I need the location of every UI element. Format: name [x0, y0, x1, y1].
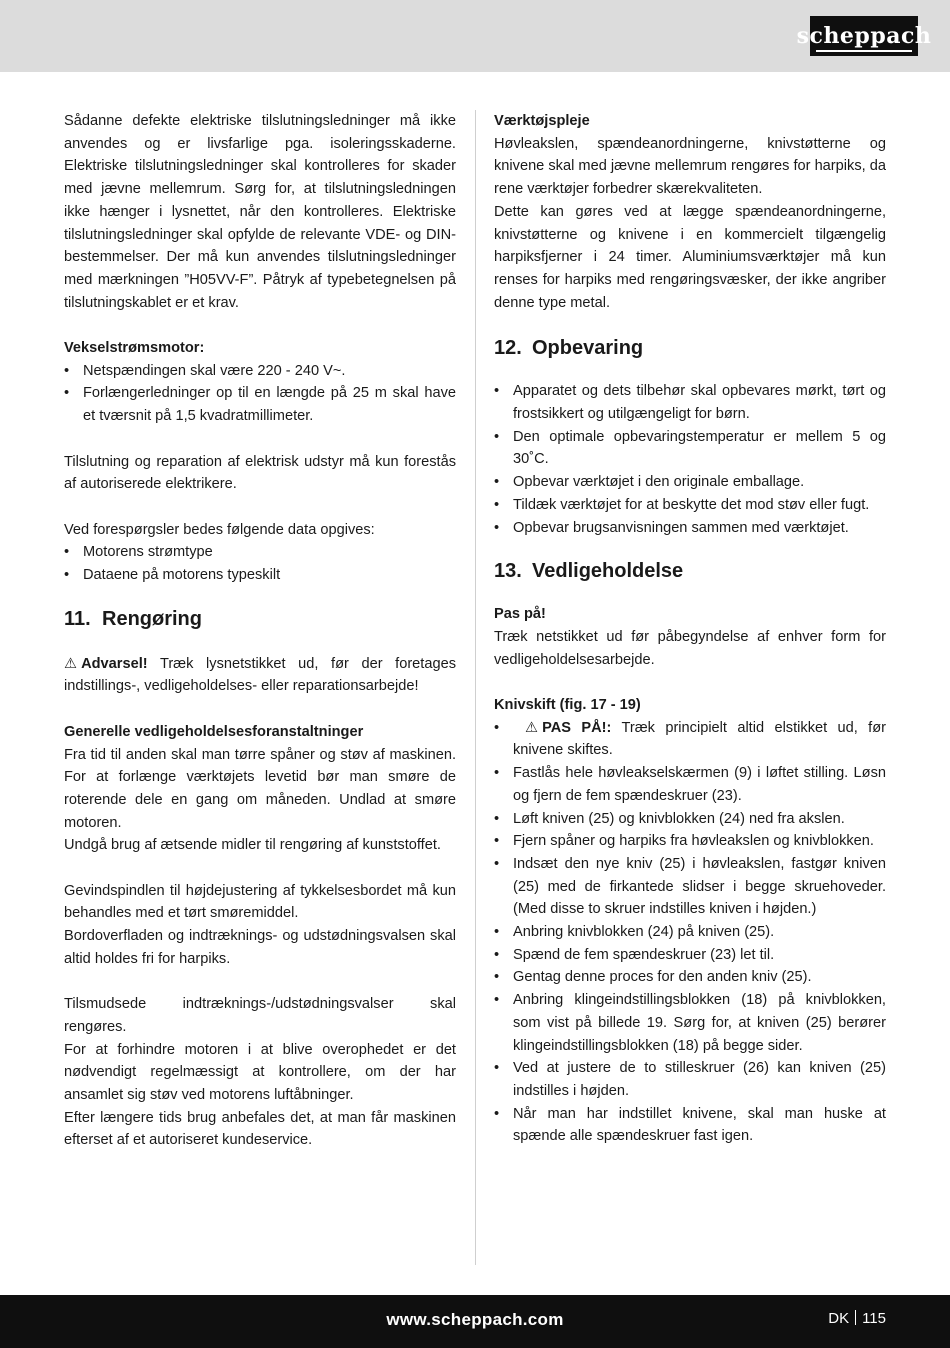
motor-list: [64, 360, 456, 428]
spindle-paragraph-1: Gevindspindlen til højdejustering af tykkelsesbordet må kun behandles med et tørt smøremiddel.: [64, 882, 456, 922]
list-item: • Motorens strømtype: [64, 541, 456, 564]
list-item: • Forlængerledninger op til en længde på 25 m skal have et tværsnit på 1,5 kvadratmillimeter.: [64, 382, 456, 427]
warning-triangle-icon: ⚠: [64, 655, 78, 672]
rollers-paragraph-2: For at forhindre motoren i at blive overophedet er det nødvendigt regelmæssigt at kontrollere, om der har ansamlet sig støv ved motorens luftåbninger.: [64, 1041, 456, 1104]
list-item: • Gentag denne proces for den anden kniv (25).: [494, 966, 886, 989]
warning-triangle-icon: ⚠: [525, 719, 539, 736]
section-heading-12: 12. Opbevaring: [494, 337, 644, 360]
enquiry-list: [64, 541, 456, 586]
section-heading-11: 11. Rengøring: [64, 607, 202, 630]
spindle-paragraph-2: Bordoverfladen og indtræknings- og udstødningsvalsen skal altid holdes fri for harpiks.: [64, 928, 456, 967]
list-item: • Netspændingen skal være 220 - 240 V~.: [64, 360, 456, 383]
list-item: • Anbring knivblokken (24) på kniven (25).: [494, 921, 886, 944]
list-item: • Tildæk værktøjet for at beskytte det mod støv eller fugt.: [494, 494, 886, 517]
knife-list: [494, 717, 886, 1148]
storage-list: [494, 380, 886, 539]
list-item: • Den optimale opbevaringstemperatur er mellem 5 og 30˚C.: [494, 426, 886, 471]
page-footer: [0, 1295, 950, 1348]
list-item: • Fastlås hele høvleakselskærmen (9) i løftet stilling. Løsn og fjern de fem spændeskruer (23).: [494, 762, 886, 807]
caution-heading: Pas på!: [494, 606, 546, 623]
page-header: [0, 0, 950, 72]
list-item: • Dataene på motorens typeskilt: [64, 564, 456, 587]
list-item-warning: • ⚠ PAS PÅ!: Træk principielt altid elstikket ud, før knivene skiftes.: [494, 717, 886, 762]
list-item: • Anbring klingeindstillingsblokken (18) på knivblokken, som vist på billede 19. Sørg for, at kniven (25) berører klingeindstillingsblokken (18) på begge sider.: [494, 989, 886, 1057]
caution-paragraph: Træk netstikket ud før påbegyndelse af enhver form for vedligeholdelsesarbejde.: [494, 628, 886, 668]
tool-care-heading: Værktøjspleje: [494, 113, 590, 129]
left-column: [64, 110, 456, 1152]
scheppach-logo: scheppach: [810, 16, 918, 56]
list-item: • Når man har indstillet knivene, skal man huske at spænde alle spændeskruer fast igen.: [494, 1103, 886, 1148]
tool-paragraph-1: Høvleakslen, spændeanordningerne, knivstøtterne og knivene skal med jævne mellemrum rengøres for harpiks, da rene værktøjer forbedrer skærekvaliteten.: [494, 135, 886, 198]
list-item: • Fjern spåner og harpiks fra høvleakslen og knivblokken.: [494, 830, 886, 853]
page-number: DK 115: [828, 1310, 886, 1327]
knife-change-heading: Knivskift (fig. 17 - 19): [494, 697, 641, 714]
list-item: • Løft kniven (25) og knivblokken (24) ned fra akslen.: [494, 808, 886, 831]
section-heading-13: 13. Vedligeholdelse: [494, 560, 684, 583]
general-paragraph-2: Undgå brug af ætsende midler til rengøring af kunststoffet.: [64, 837, 441, 854]
website-link[interactable]: www.scheppach.com: [386, 1310, 564, 1329]
list-item: • Ved at justere de to stilleskruer (26) kan kniven (25) indstilles i højden.: [494, 1057, 886, 1102]
column-divider: [475, 110, 476, 1265]
general-paragraph-1: Fra tid til anden skal man tørre spåner og støv af maskinen. For at forlænge værktøjets levetid bør man smøre de roterende dele en gang om måneden. Undlad at smøre motoren.: [64, 746, 456, 831]
enquiry-paragraph: Ved forespørgsler bedes følgende data opgives:: [64, 521, 375, 538]
general-heading: Generelle vedligeholdelsesforanstaltninger: [64, 723, 364, 740]
list-item: • Spænd de fem spændeskruer (23) let til.: [494, 944, 886, 967]
rollers-paragraph-1: Tilsmudsede indtræknings-/udstødningsvalser skal rengøres.: [64, 996, 456, 1035]
list-item: • Apparatet og dets tilbehør skal opbevares mørkt, tørt og frostsikkert og utilgængeligt for børn.: [494, 380, 886, 425]
motor-heading: Vekselstrømsmotor:: [64, 340, 205, 357]
intro-paragraph: Sådanne defekte elektriske tilslutningsledninger må ikke anvendes og er livsfarlige pga. isoleringsskaderne. Elektriske tilslutningsledninger skal kontrolleres for skader med jævne mellemrum. Sørg for, at tilslutningsledningen ikke hænger i lysnettet, når den kontrolleres. Elektriske tilslutningsledninger skal opfylde de relevante VDE- og DIN-bestemmelser. Der må kun anvendes tilslutningsledninger med mærkningen ”H05VV-F”. Påtryk af typebetegnelsen på tilslutningskablet er et krav.: [64, 113, 456, 311]
list-item: • Opbevar værktøjet i den originale emballage.: [494, 471, 886, 494]
tool-paragraph-2: Dette kan gøres ved at lægge spændeanordningerne, knivstøtterne og knivene i en kommercielt tilgængelig harpiksfjerner i 24 timer. Aluminiumsværktøjer må kun renses for harpiks med rengøringsvæsker, der ikke angriber denne type metal.: [494, 203, 886, 311]
list-item: • Indsæt den nye kniv (25) i høvleakslen, fastgør kniven (25) med de firkantede slidser i begge skruehoveder. (Med disse to skruer indstilles kniven i højden.): [494, 853, 886, 921]
connection-paragraph: Tilslutning og reparation af elektrisk udstyr må kun forestås af autoriserede elektrikere.: [64, 453, 456, 493]
right-column: [494, 110, 886, 1148]
warning-paragraph: ⚠ Advarsel! Træk lysnetstikket ud, før der foretages indstillings-, vedligeholdelses- eller reparationsarbejde!: [64, 653, 456, 698]
rollers-paragraph-3: Efter længere tids brug anbefales det, at man får maskinen efterset af et autoriseret kundeservice.: [64, 1109, 456, 1149]
list-item: • Opbevar brugsanvisningen sammen med værktøjet.: [494, 517, 886, 540]
